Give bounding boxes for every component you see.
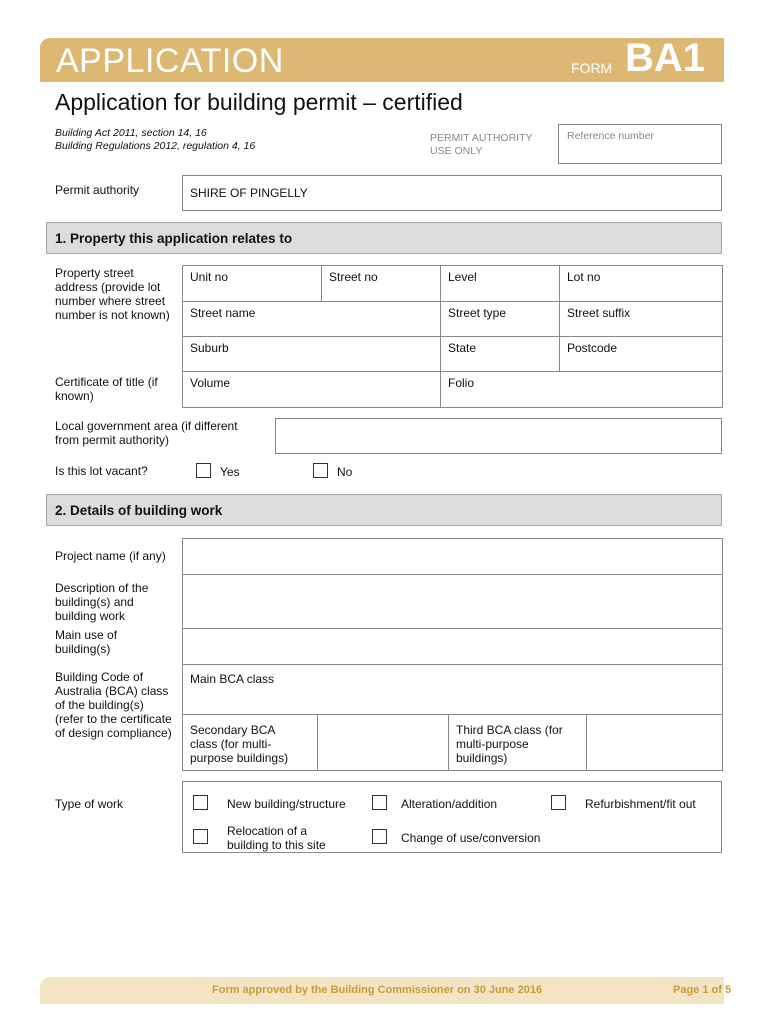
vacant-no-label: No bbox=[337, 465, 353, 479]
certificate-of-title-label: Certificate of title (if known) bbox=[55, 375, 158, 403]
property-address-grid bbox=[182, 265, 723, 408]
bca-class-label: Building Code of Australia (BCA) class of the building(s) (refer to the certificate of design compliance) bbox=[55, 670, 172, 740]
vacant-yes-label: Yes bbox=[220, 465, 240, 479]
volume-field[interactable] bbox=[183, 372, 441, 408]
lot-no-label: Lot no bbox=[567, 270, 601, 284]
use-only-line2: USE ONLY bbox=[430, 145, 483, 157]
reference-number-label: Reference number bbox=[567, 130, 654, 142]
page-number: Page 1 of 5 bbox=[673, 984, 732, 996]
postcode-field[interactable] bbox=[560, 337, 723, 372]
lga-field[interactable] bbox=[275, 418, 722, 454]
form-code: BA1 bbox=[625, 36, 706, 80]
vacant-no-checkbox[interactable] bbox=[313, 463, 328, 478]
volume-label: Volume bbox=[190, 376, 231, 390]
street-no-label: Street no bbox=[329, 270, 378, 284]
state-label: State bbox=[448, 341, 477, 355]
section-1-title: 1. Property this application relates to bbox=[55, 231, 293, 246]
street-suffix-field[interactable] bbox=[560, 302, 723, 337]
main-bca-class-label: Main BCA class bbox=[190, 672, 275, 686]
folio-label: Folio bbox=[448, 376, 475, 390]
refurbishment-label: Refurbishment/fit out bbox=[585, 797, 696, 811]
relocation-checkbox[interactable] bbox=[193, 829, 208, 844]
third-bca-label: Third BCA class (for multi-purpose buildings) bbox=[456, 723, 563, 765]
level-field[interactable] bbox=[441, 266, 560, 302]
permit-authority-use-only bbox=[430, 132, 532, 158]
legislation-act: Building Act 2011, section 14, 16 bbox=[55, 127, 207, 139]
project-name-field[interactable] bbox=[183, 539, 723, 575]
legislation-reference bbox=[55, 127, 255, 153]
postcode-label: Postcode bbox=[567, 341, 618, 355]
header-title: APPLICATION bbox=[56, 42, 284, 80]
unit-no-label: Unit no bbox=[190, 270, 229, 284]
street-type-label: Street type bbox=[448, 306, 507, 320]
permit-authority-label: Permit authority bbox=[55, 183, 140, 197]
section-2-title: 2. Details of building work bbox=[55, 503, 223, 518]
form-label: FORM bbox=[571, 60, 613, 76]
unit-no-field[interactable] bbox=[183, 266, 322, 302]
relocation-label: Relocation of a building to this site bbox=[227, 824, 326, 852]
project-name-label: Project name (if any) bbox=[55, 549, 166, 563]
lga-label-line1: Local government area (if different bbox=[55, 419, 238, 433]
third-bca-label-cell bbox=[449, 715, 587, 771]
description-label: Description of the building(s) and building work bbox=[55, 581, 149, 623]
secondary-bca-field[interactable] bbox=[318, 715, 449, 771]
lot-no-field[interactable] bbox=[560, 266, 723, 302]
type-of-work-label: Type of work bbox=[55, 797, 124, 811]
alteration-checkbox[interactable] bbox=[372, 795, 387, 810]
level-label: Level bbox=[448, 270, 477, 284]
suburb-field[interactable] bbox=[183, 337, 441, 372]
new-building-label: New building/structure bbox=[227, 797, 346, 811]
main-bca-class-field[interactable] bbox=[183, 665, 723, 715]
change-of-use-label: Change of use/conversion bbox=[401, 831, 541, 845]
third-bca-field[interactable] bbox=[587, 715, 723, 771]
state-field[interactable] bbox=[441, 337, 560, 372]
secondary-bca-label-cell bbox=[183, 715, 318, 771]
vacant-yes-checkbox[interactable] bbox=[196, 463, 211, 478]
folio-field[interactable] bbox=[441, 372, 723, 408]
refurbishment-checkbox[interactable] bbox=[551, 795, 566, 810]
street-type-field[interactable] bbox=[441, 302, 560, 337]
description-field[interactable] bbox=[183, 575, 723, 629]
suburb-label: Suburb bbox=[190, 341, 229, 355]
main-use-label: Main use of building(s) bbox=[55, 628, 118, 656]
section-1-heading bbox=[46, 222, 722, 254]
lga-label-line2: from permit authority) bbox=[55, 433, 170, 447]
alteration-label: Alteration/addition bbox=[401, 797, 498, 811]
street-name-label: Street name bbox=[190, 306, 256, 320]
footer-approval: Form approved by the Building Commissioner on 30 June 2016 bbox=[212, 984, 543, 996]
section-2-heading bbox=[46, 494, 722, 526]
permit-authority-field[interactable] bbox=[182, 175, 722, 211]
new-building-checkbox[interactable] bbox=[193, 795, 208, 810]
reference-number-field[interactable] bbox=[558, 124, 722, 164]
building-work-grid bbox=[182, 538, 723, 771]
main-use-field[interactable] bbox=[183, 629, 723, 665]
legislation-regulations: Building Regulations 2012, regulation 4, 16 bbox=[55, 140, 256, 152]
street-name-field[interactable] bbox=[183, 302, 441, 337]
street-suffix-label: Street suffix bbox=[567, 306, 631, 320]
secondary-bca-label: Secondary BCA class (for multi-purpose buildings) bbox=[190, 723, 289, 765]
change-of-use-checkbox[interactable] bbox=[372, 829, 387, 844]
permit-authority-value: SHIRE OF PINGELLY bbox=[190, 186, 308, 200]
page-title: Application for building permit – certified bbox=[55, 89, 463, 115]
property-address-label: Property street address (provide lot number where street number is not known) bbox=[55, 266, 170, 322]
street-no-field[interactable] bbox=[322, 266, 441, 302]
lga-label bbox=[55, 419, 238, 447]
use-only-line1: PERMIT AUTHORITY bbox=[430, 132, 533, 144]
lot-vacant-label: Is this lot vacant? bbox=[55, 464, 148, 478]
